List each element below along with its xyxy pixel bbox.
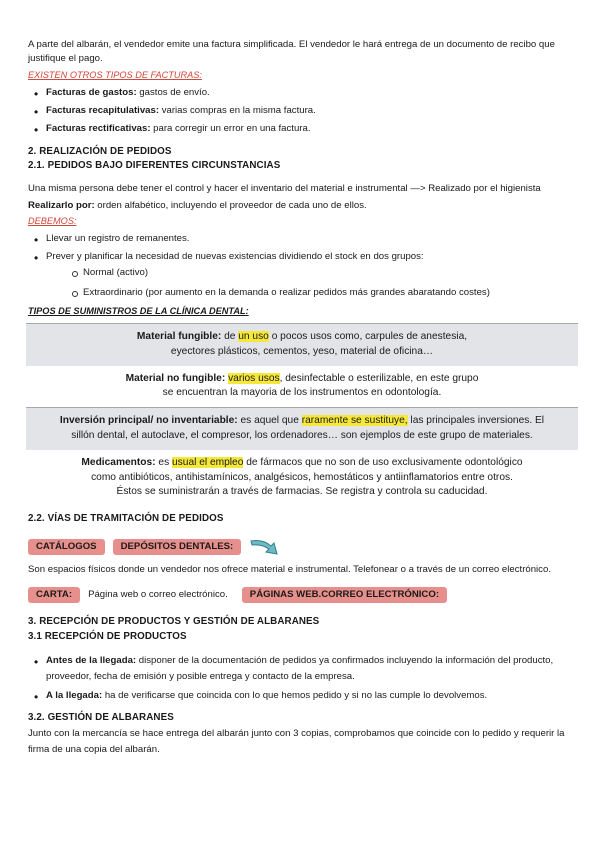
list-item: • Llevar un registro de remanentes. [28, 232, 578, 246]
catalogos-tag: CATÁLOGOS [28, 539, 105, 555]
paginas-web-tag: PÁGINAS WEB.CORREO ELECTRÓNICO: [242, 587, 447, 603]
list-item: Normal (activo) [72, 266, 578, 280]
list-item: • Facturas de gastos: gastos de envío. [28, 86, 578, 100]
carta-description: Página web o correo electrónico. [88, 588, 228, 600]
list-item: • Facturas rectificativas: para corregir un error en una factura. [28, 122, 578, 136]
depositos-tag: DEPÓSITOS DENTALES: [113, 539, 242, 555]
box-no-fungible: Material no fungible: varios usos, desinfectable o esterilizable, en este grupo se encuentran la mayoria de los instrumentos en odontología. [26, 366, 578, 408]
section-3-1-title: 3.1 RECEPCIÓN DE PRODUCTOS [28, 630, 187, 642]
invoice-types-list [28, 86, 578, 137]
tasks-list [28, 232, 578, 301]
box-inversion: Inversión principal/ no inventariable: es aquel que raramente se sustituye, las principales inversiones. El sillón dental, el autoclave, el compresor, los ordenadores… son ejemplos de este grupo de materiales. [26, 407, 578, 450]
list-item: • A la llegada: ha de verificarse que coincida con lo que hemos pedido y si no las cumple lo devolvemos. [28, 688, 578, 705]
depositos-paragraph: Son espacios físicos donde un vendedor nos ofrece material e instrumental. Telefonear o a través de un correo electrónico. [28, 563, 551, 575]
other-invoice-types-heading: EXISTEN OTROS TIPOS DE FACTURAS: [28, 69, 202, 80]
list-item: • Antes de la llegada: disponer de la documentación de pedidos ya confirmados incluyendo la información del producto, proveedor, fecha de emisión y posible entrega y contacto de la empresa. [28, 653, 578, 687]
supplies-boxes [26, 323, 578, 506]
stock-groups-list [72, 266, 578, 300]
inventory-paragraph: Una misma persona debe tener el control y hacer el inventario del material e instrumental —> Realizado por el higienista [28, 183, 541, 195]
list-item: Extraordinario (por aumento en la demanda o realizar pedidos más grandes abaratando costes) [72, 286, 578, 300]
carta-tag: CARTA: [28, 587, 80, 603]
section-2-1-title: 2.1. PEDIDOS BAJO DIFERENTES CIRCUNSTANCIAS [28, 160, 281, 172]
tag-row-catalogos [28, 537, 578, 557]
list-item: • Facturas recapitulativas: varias compras en la misma factura. [28, 104, 578, 118]
section-2-title: 2. REALIZACIÓN DE PEDIDOS [28, 145, 172, 157]
reception-list [28, 653, 578, 705]
box-medicamentos: Medicamentos: es usual el empleo de fármacos que no son de uso exclusivamente odontológico como antibióticos, antihistamínicos, analgésicos, hemostáticos y antiinflamatorios entre otros. Éstos se suministrarán a través de farmacias. Se registra y controla su caducidad. [26, 450, 578, 506]
section-3-2-title: 3.2. GESTIÓN DE ALBARANES [28, 711, 174, 723]
tag-row-carta [28, 585, 578, 605]
section-3-title: 3. RECEPCIÓN DE PRODUCTOS Y GESTIÓN DE ALBARANES [28, 616, 320, 628]
realizarlo-paragraph: Realizarlo por: orden alfabético, incluyendo el proveedor de cada uno de ellos. [28, 199, 367, 211]
section-2-2-title: 2.2. VÍAS DE TRAMITACIÓN DE PEDIDOS [28, 513, 224, 525]
supplies-heading: TIPOS DE SUMINISTROS DE LA CLÍNICA DENTAL: [28, 306, 249, 317]
intro-paragraph: A parte del albarán, el vendedor emite una factura simplificada. El vendedor le hará entrega de un documento de recibo que justifique el pago. [28, 39, 555, 65]
albaranes-paragraph: Junto con la mercancía se hace entrega del albarán junto con 3 copias, comprobamos que coincide con lo pedido y requerir la firma de una copia del albarán. [28, 727, 565, 756]
arrow-icon [249, 537, 283, 557]
list-item: • Prever y planificar la necesidad de nuevas existencias dividiendo el stock en dos grupos: Normal (activo) Extraordinario (por aumento en la demanda o realizar pedidos más grandes abaratando costes) [28, 250, 578, 300]
box-fungible: Material fungible: de un uso o pocos usos como, carpules de anestesia, eyectores plásticos, cementos, yeso, material de oficina… [26, 323, 578, 366]
debemos-heading: DEBEMOS: [28, 215, 77, 226]
